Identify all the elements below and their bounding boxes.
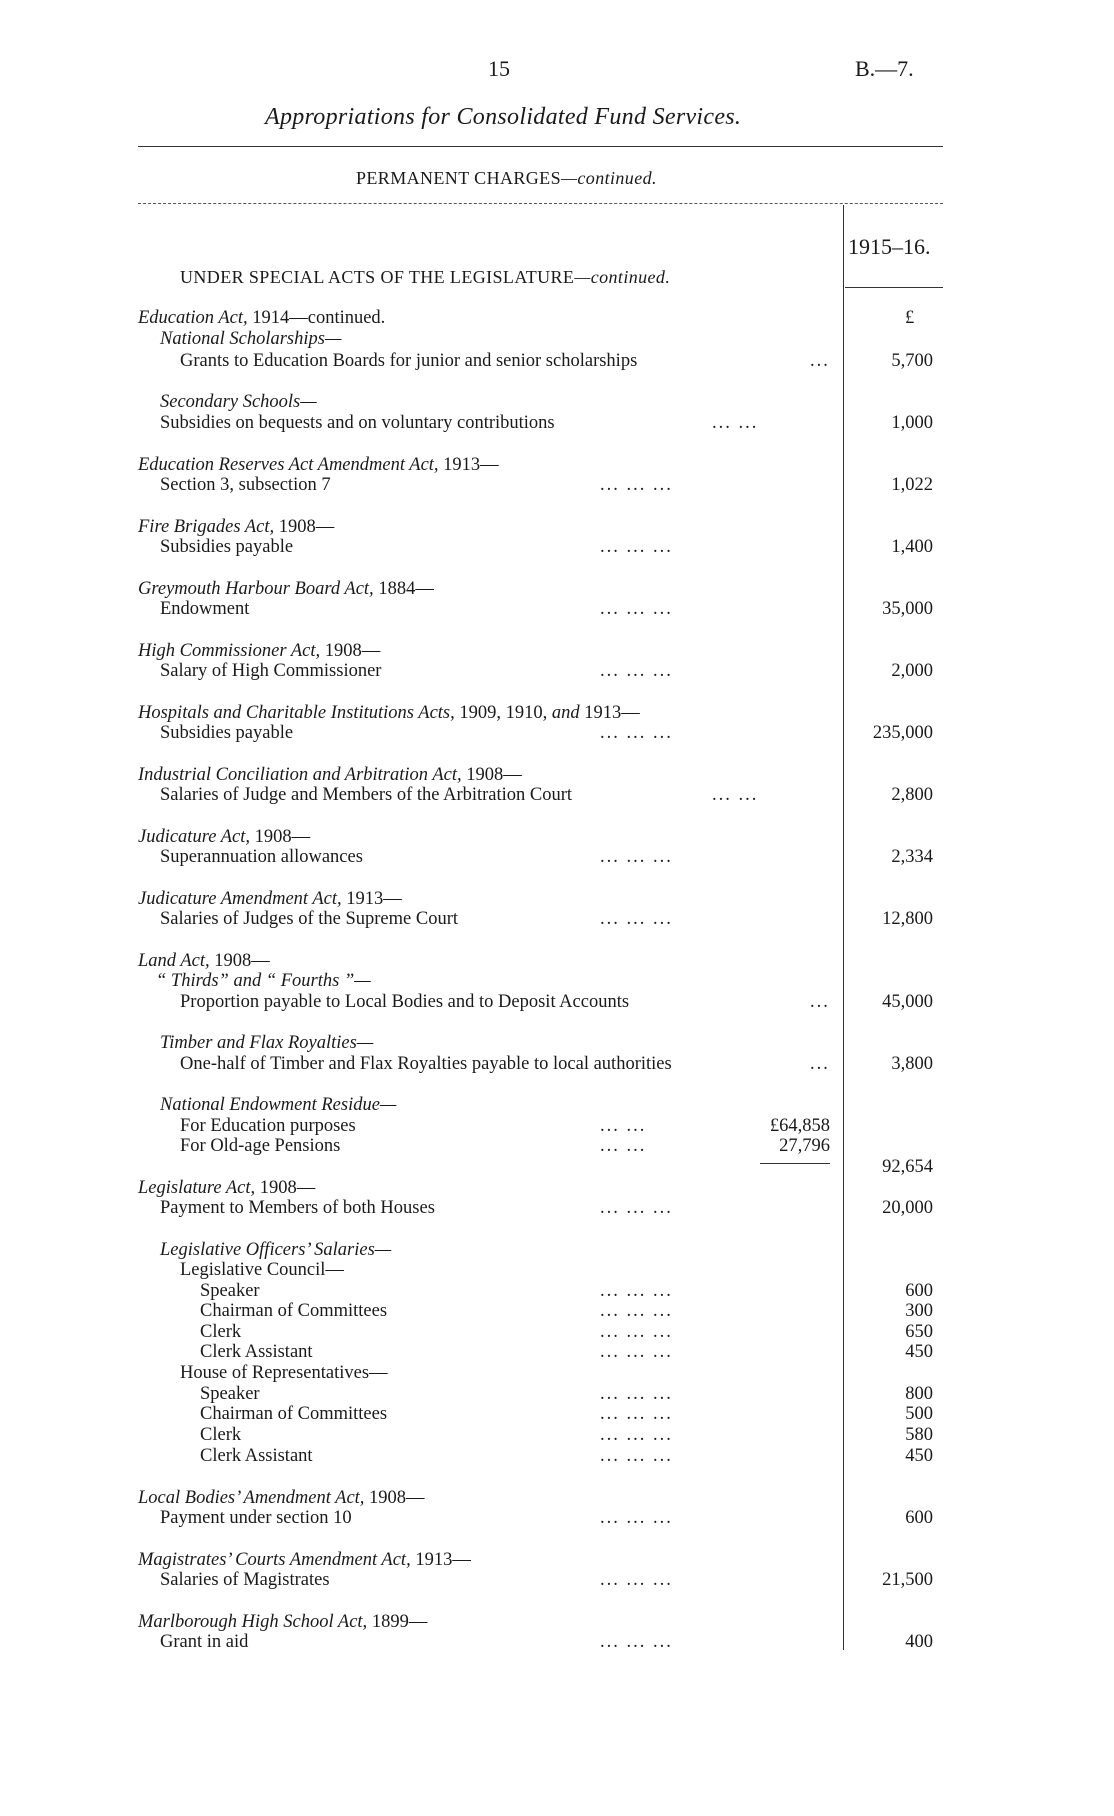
amount: 650	[905, 1322, 933, 1342]
leader-dots: ... ... ...	[600, 1281, 673, 1301]
amount: 450	[905, 1342, 933, 1362]
amount: 12,800	[882, 909, 933, 929]
act-heading: Hospitals and Charitable Institutions Acts, 1909, 1910, and 1913—	[138, 703, 640, 723]
leader-dots: ... ... ...	[600, 1404, 673, 1424]
leader-dots: ... ... ...	[600, 1198, 673, 1218]
act-heading: Magistrates’ Courts Amendment Act, 1913—	[138, 1550, 471, 1570]
leader-dots: ...	[810, 351, 830, 371]
line-item: One-half of Timber and Flax Royalties payable to local authorities	[180, 1054, 672, 1074]
leader-dots: ... ... ...	[600, 1384, 673, 1404]
line-item: Proportion payable to Local Bodies and to Deposit Accounts	[180, 992, 630, 1012]
act-heading: Education Act, 1914—continued.	[138, 308, 386, 328]
sub-heading: Secondary Schools—	[160, 392, 317, 412]
amount: 800	[905, 1384, 933, 1404]
act-heading: Land Act, 1908—	[138, 951, 270, 971]
line-item: Subsidies on bequests and on voluntary contributions	[160, 413, 555, 433]
leader-dots: ... ... ...	[600, 1570, 673, 1590]
act-heading: Local Bodies’ Amendment Act, 1908—	[138, 1488, 425, 1508]
line-item: Salary of High Commissioner	[160, 661, 382, 681]
line-item: Salaries of Magistrates	[160, 1570, 330, 1590]
officer-label: Clerk	[200, 1425, 242, 1445]
officer-label: Chairman of Committees	[200, 1404, 388, 1424]
amount: 235,000	[872, 723, 933, 743]
line-item: Grants to Education Boards for junior and senior scholarships	[180, 351, 638, 371]
leader-dots: ... ... ...	[600, 1508, 673, 1528]
leader-dots: ...	[810, 1054, 830, 1074]
line-item: Salaries of Judge and Members of the Arbitration Court	[160, 785, 573, 805]
amount: 580	[905, 1425, 933, 1445]
acts-heading: UNDER SPECIAL ACTS OF THE LEGISLATURE—continued.	[180, 267, 671, 287]
amount: 2,800	[891, 785, 933, 805]
act-heading: Greymouth Harbour Board Act, 1884—	[138, 579, 434, 599]
amount: 20,000	[882, 1198, 933, 1218]
subtotal-amount: £64,858	[769, 1116, 830, 1136]
act-heading: Judicature Act, 1908—	[138, 827, 311, 847]
line-item: Superannuation allowances	[160, 847, 363, 867]
leader-dots: ... ...	[712, 413, 759, 433]
sub-heading: Legislative Officers’ Salaries—	[160, 1240, 392, 1260]
act-heading: Marlborough High School Act, 1899—	[138, 1612, 428, 1632]
leader-dots: ... ... ...	[600, 599, 673, 619]
amount: 1,400	[891, 537, 933, 557]
leader-dots: ... ... ...	[600, 1322, 673, 1342]
officer-label: Clerk Assistant	[200, 1446, 313, 1466]
subtotal-amount: 27,796	[779, 1136, 830, 1156]
leader-dots: ... ... ...	[600, 1301, 673, 1321]
leader-dots: ... ... ...	[600, 537, 673, 557]
line-item: Grant in aid	[160, 1632, 249, 1652]
amount: 35,000	[882, 599, 933, 619]
line-item: Subsidies payable	[160, 723, 294, 743]
officer-label: Clerk	[200, 1322, 242, 1342]
page-title: Appropriations for Consolidated Fund Services.	[265, 104, 742, 130]
document-reference: B.—7.	[855, 56, 914, 81]
act-heading: Industrial Conciliation and Arbitration Act, 1908—	[138, 765, 522, 785]
amount: 45,000	[882, 992, 933, 1012]
officer-label: Chairman of Committees	[200, 1301, 388, 1321]
act-heading: Education Reserves Act Amendment Act, 1913—	[138, 455, 499, 475]
currency-symbol: £	[905, 308, 915, 328]
section-subtitle: PERMANENT CHARGES—continued.	[356, 168, 657, 188]
leader-dots: ... ...	[600, 1136, 647, 1156]
act-heading: Judicature Amendment Act, 1913—	[138, 889, 402, 909]
officer-label: Speaker	[200, 1384, 260, 1404]
year-header-rule	[845, 287, 943, 288]
subtitle-rule	[138, 203, 943, 204]
line-item: Subsidies payable	[160, 537, 294, 557]
leader-dots: ... ... ...	[600, 661, 673, 681]
line-item: Payment to Members of both Houses	[160, 1198, 435, 1218]
line-item: Salaries of Judges of the Supreme Court	[160, 909, 458, 929]
officer-label: Speaker	[200, 1281, 260, 1301]
leader-dots: ... ... ...	[600, 723, 673, 743]
sub-heading: National Endowment Residue—	[160, 1095, 397, 1115]
page-number: 15	[488, 56, 510, 81]
line-item: Payment under section 10	[160, 1508, 352, 1528]
act-heading: Legislature Act, 1908—	[138, 1178, 316, 1198]
amount: 1,000	[891, 413, 933, 433]
leader-dots: ... ... ...	[600, 1425, 673, 1445]
sub-heading: Timber and Flax Royalties—	[160, 1033, 374, 1053]
amount: 21,500	[882, 1570, 933, 1590]
sub-heading: Legislative Council—	[180, 1260, 344, 1280]
amount: 3,800	[891, 1054, 933, 1074]
leader-dots: ... ... ...	[600, 847, 673, 867]
line-item: Section 3, subsection 7	[160, 475, 331, 495]
act-heading: High Commissioner Act, 1908—	[138, 641, 381, 661]
line-item: For Old-age Pensions	[180, 1136, 341, 1156]
sub-heading: House of Representatives—	[180, 1363, 388, 1383]
amount: 400	[905, 1632, 933, 1652]
amount: 450	[905, 1446, 933, 1466]
leader-dots: ...	[810, 992, 830, 1012]
sub-heading: National Scholarships—	[160, 329, 342, 349]
amount: 5,700	[891, 351, 933, 371]
leader-dots: ... ... ...	[600, 475, 673, 495]
act-heading: Fire Brigades Act, 1908—	[138, 517, 335, 537]
line-item: For Education purposes	[180, 1116, 356, 1136]
amount: 92,654	[882, 1157, 933, 1177]
title-rule	[138, 146, 943, 147]
subtotal-rule	[760, 1163, 830, 1164]
amount: 300	[905, 1301, 933, 1321]
amount: 500	[905, 1404, 933, 1424]
officer-label: Clerk Assistant	[200, 1342, 313, 1362]
amount: 600	[905, 1508, 933, 1528]
line-item: Endowment	[160, 599, 250, 619]
sub-heading: “ Thirds” and “ Fourths ”—	[156, 971, 371, 991]
amount: 2,334	[891, 847, 933, 867]
leader-dots: ... ... ...	[600, 1446, 673, 1466]
leader-dots: ... ... ...	[600, 1632, 673, 1652]
amount: 2,000	[891, 661, 933, 681]
leader-dots: ... ...	[712, 785, 759, 805]
amount: 1,022	[891, 475, 933, 495]
leader-dots: ... ... ...	[600, 1342, 673, 1362]
leader-dots: ... ... ...	[600, 909, 673, 929]
year-header: 1915–16.	[848, 234, 931, 259]
amount: 600	[905, 1281, 933, 1301]
leader-dots: ... ...	[600, 1116, 647, 1136]
